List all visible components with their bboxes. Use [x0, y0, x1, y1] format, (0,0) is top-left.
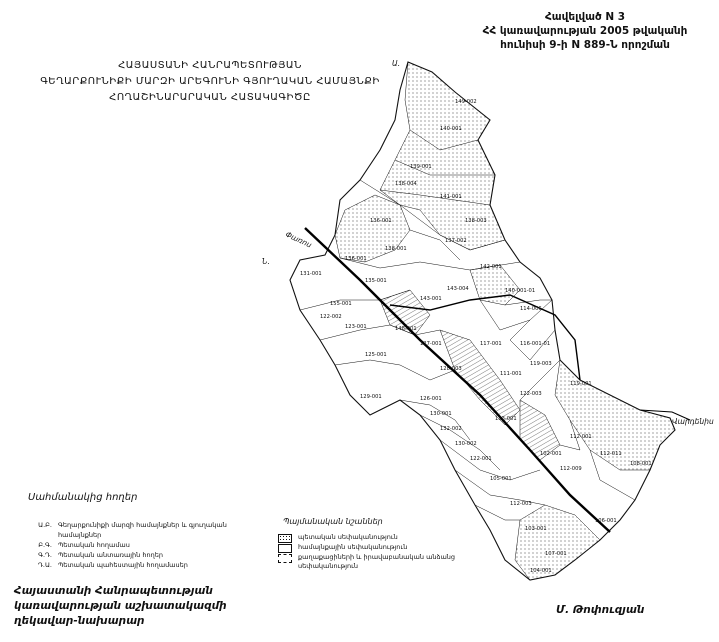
parcel-label: 138-001	[385, 246, 407, 252]
road-label: Փառոս	[284, 229, 314, 250]
parcel-label: 136-001	[370, 218, 392, 224]
parcel-label: 141-001	[440, 194, 462, 200]
parcel-label: 126-001	[420, 396, 442, 402]
parcel-label: 127-001	[420, 341, 442, 347]
parcel-label: 140-001	[440, 126, 462, 132]
parcel-label: 130-002	[455, 441, 477, 447]
parcel-label: 135-001	[365, 278, 387, 284]
parcel-label: 129-001	[360, 394, 382, 400]
parcel-label: 114-006	[520, 306, 542, 312]
symbols-legend	[278, 533, 478, 571]
legend-code: Բ.Գ.	[38, 541, 52, 549]
dotted-swatch-icon	[278, 534, 292, 543]
legend-item	[278, 533, 478, 543]
legend-item	[30, 540, 260, 550]
boundaries-legend	[30, 520, 260, 570]
parcel-label: 106-001	[595, 518, 617, 524]
parcel-label: 142-001	[480, 264, 502, 270]
parcel-label: 122-001	[470, 456, 492, 462]
legend-text: քաղաքացիների և իրավաբանական անձանց սեփականություն	[298, 553, 456, 570]
parcel-label: 155-001	[330, 301, 352, 307]
signature-name: Մ. Թոփուզյան	[556, 604, 645, 616]
parcel-label: 119-003	[530, 361, 552, 367]
parcel-label: 143-004	[447, 286, 469, 292]
parcel-label: 143-001	[420, 296, 442, 302]
parcel-label: 112-009	[560, 466, 582, 472]
annex-line-2: ՀՀ կառավարության 2005 թվականի	[482, 25, 688, 37]
parcel-label: 149-002	[455, 99, 477, 105]
legend-item	[30, 560, 260, 570]
parcel-label: 122-002	[320, 314, 342, 320]
legend-text: Պետական անտառային հողեր	[58, 551, 163, 559]
parcel-label: 148-001	[395, 326, 417, 332]
parcel-label: 130-001	[430, 411, 452, 417]
parcel-label: 132-002	[440, 426, 462, 432]
legend-text: համայնքային սեփականություն	[298, 543, 408, 551]
parcel-label: 112-003	[510, 501, 532, 507]
parcel-label: 107-001	[545, 551, 567, 557]
legend-code: Գ.Դ.	[38, 551, 52, 559]
direction-north: Ա.	[392, 59, 401, 68]
parcel-label: 104-001	[530, 568, 552, 574]
parcel-label: 138-003	[465, 218, 487, 224]
dashed-swatch-icon	[278, 554, 292, 563]
legend-text: Պետական պահեստային հողամասեր	[58, 561, 188, 569]
direction-east: Վարդենիս	[672, 417, 714, 426]
legend-code: Դ.Ա.	[37, 561, 52, 569]
legend-item	[278, 553, 478, 571]
legend-text: պետական սեփականություն	[298, 533, 398, 541]
parcel-label: 103-001	[525, 526, 547, 532]
parcel-label: 140-001-01	[505, 288, 536, 294]
parcel-label: 112-011	[600, 451, 622, 457]
map-title-line-1: ՀԱՅԱՍՏԱՆԻ ՀԱՆՐԱՊԵՏՈՒԹՅԱՆ	[118, 60, 302, 71]
legend-text: Գեղարքունիքի մարզի համայնքներ և գյուղական համայնքներ	[58, 521, 227, 539]
parcel-label: 105-001	[490, 476, 512, 482]
community-boundary	[290, 62, 675, 580]
map-title-line-3: ՀՈՂԱՇԻՆԱՐԱՐԱԿԱՆ ՀԱՏԱԿԱԳԻԾԸ	[109, 92, 311, 103]
parcel-label: 108-001	[630, 461, 652, 467]
signature-title	[14, 584, 227, 629]
parcel-label: 128-003	[440, 366, 462, 372]
map-title-line-2: ԳԵՂԱՐՔՈՒՆԻՔԻ ՄԱՐԶԻ ԱՐԵԳՈՒՆԻ ԳՅՈՒՂԱԿԱՆ ՀԱՄԱՅՆՔԻ	[40, 76, 380, 87]
parcel-label: 138-004	[395, 181, 417, 187]
parcel-label: 136-001	[345, 256, 367, 262]
legend-text: Պետական հողամաս	[58, 541, 130, 549]
parcel-label: 112-001	[570, 434, 592, 440]
parcel-label: 117-001	[480, 341, 502, 347]
plain-swatch-icon	[278, 544, 292, 553]
direction-west: Ն.	[262, 257, 270, 266]
signature-line-1: Հայաստանի Հանրապետության	[14, 585, 213, 597]
parcel-label: 125-001	[365, 352, 387, 358]
symbols-legend-title: Պայմանական նշաններ	[283, 517, 383, 526]
boundaries-legend-title: Սահմանակից հողեր	[28, 492, 138, 503]
parcel-label: 131-001	[300, 271, 322, 277]
parcel-label: 119-001	[570, 381, 592, 387]
parcel-label: 116-001-01	[520, 341, 551, 347]
parcel-label: 123-001	[345, 324, 367, 330]
annex-line-3: հունիսի 9-ի N 889-Ն որոշման	[500, 39, 670, 51]
parcel-label: 122-003	[520, 391, 542, 397]
parcel-label: 137-002	[445, 238, 467, 244]
annex-line-1: Հավելված N 3	[544, 11, 626, 23]
legend-item	[30, 520, 260, 540]
parcel-label: 111-001	[500, 371, 522, 377]
legend-code: Ա.Բ.	[38, 521, 52, 529]
legend-item	[30, 550, 260, 560]
signature-line-3: ղեկավար-նախարար	[14, 615, 145, 627]
parcel-label: 133-001	[495, 416, 517, 422]
legend-item	[278, 543, 478, 553]
parcel-label: 102-001	[540, 451, 562, 457]
signature-line-2: կառավարության աշխատակազմի	[14, 600, 227, 612]
parcel-label: 139-001	[410, 164, 432, 170]
